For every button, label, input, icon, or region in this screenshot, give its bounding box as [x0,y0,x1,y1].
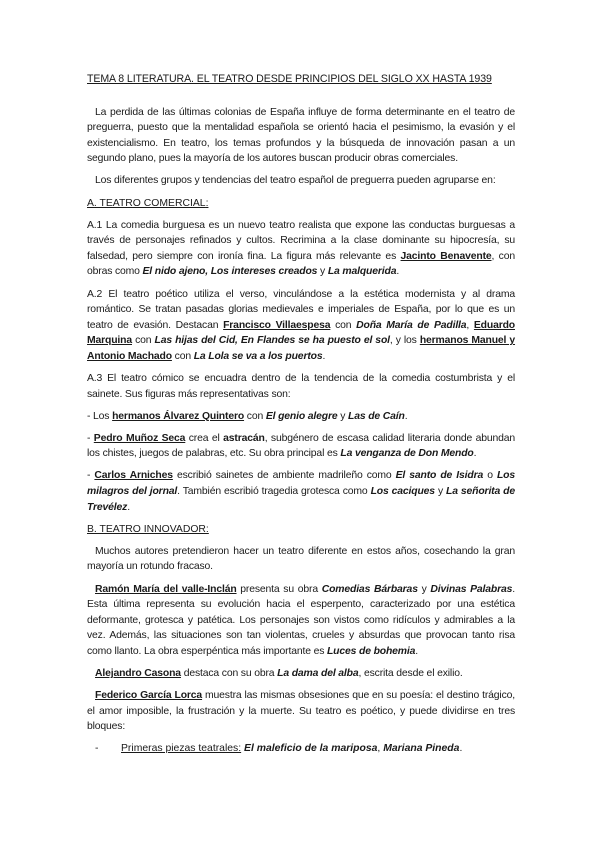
work-title: El maleficio de la mariposa [244,743,378,755]
paragraph-lorca [87,688,515,735]
text: y [434,486,447,498]
paragraph-valle-inclan [87,582,515,660]
author-link: hermanos Álvarez Quintero [112,410,245,422]
work-title: Las de Caín [348,410,405,422]
work-title: Comedias Bárbaras [321,583,418,595]
document-page [87,72,515,757]
work-title: La malquerida [327,266,397,278]
text: con [330,319,357,331]
text: y [337,410,349,422]
bullet-text [121,741,515,757]
paragraph-a2 [87,287,515,365]
text: y [317,266,328,278]
text: - [87,470,95,482]
author-link: Eduardo Marquina [87,319,515,347]
item-quintero [87,409,515,425]
text: - [87,432,94,444]
section-a-heading [87,196,515,212]
text: . También escribió tragedia grotesca como [177,486,371,498]
text: o [483,470,497,482]
text: , [466,319,474,331]
text: - Los [87,410,113,422]
genre-term: astracán [223,432,265,444]
text: destaca con su obra [180,668,278,679]
author-link: Carlos Arniches [94,470,173,482]
text: . [415,645,418,657]
work-title: Los caciques [370,486,435,498]
text: . [473,448,477,460]
text: , subgénero de escasa calidad literaria donde abundan los chistes, juegos de palabras, etc. Su obra principal es [87,432,515,460]
work-title: El nido ajeno, Los intereses creados [142,266,318,278]
text: . [127,501,130,513]
work-title: El genio alegre [265,410,338,422]
text: , y los [389,335,420,347]
text: muestra las mismas obsesiones que en su poesía: el destino trágico, el amor imposible, la frustración y la muerte. Su teatro es poético, y puede dividirse en tres bloques: [87,690,516,733]
author-link: Federico García Lorca [95,690,203,702]
section-a-heading-colon: : [205,197,209,209]
work-title: La dama del alba [277,668,359,679]
bullet-dash: - [95,743,99,755]
text: , con obras como [87,250,515,278]
text: . [404,410,408,422]
work-title: Divinas Palabras [430,583,513,595]
paragraph-b-intro: Muchos autores pretendieron hacer un teatro diferente en estos años, cosechando la gran mayoría un rotundo fracaso. [87,545,515,573]
author-link: Alejandro Casona [95,668,181,679]
work-title: La señorita de Trevélez [87,486,515,513]
item-munoz-seca [87,431,515,462]
text: presenta su obra [236,583,322,595]
text: . [459,743,463,755]
text: con [132,335,155,347]
text: . Esta última representa su evolución hacia el esperpento, caracterizado por una estética deformante, grotesca y patética. Los personajes son vistos como ridículos y admirables a la vez. Además, las situaciones son tan violentas, crueles y absurdas que provocan tanto risa como llanto. La obra esperpéntica más importante es [87,583,515,657]
work-title: El santo de Isidra [395,470,484,482]
intro-groups-paragraph: Los diferentes grupos y tendencias del teatro español de preguerra pueden agruparse en: [95,175,496,187]
text: con [171,350,194,362]
text: , [377,743,384,755]
text: A.2 El teatro poético utiliza el verso, vinculándose a la estética modernista y al drama romántico. Se tratan pasadas glorias medievales e imperiales de España, por lo que es un teatro de evasión. Destacan [87,288,515,331]
text: , escrita desde el exilio. [358,668,463,679]
paragraph-a3: A.3 El teatro cómico se encuadra dentro de la tendencia de la comedia costumbrista y el sainete. Sus figuras más representativas son: [87,373,515,400]
text: escribió sainetes de ambiente madrileño como [172,470,396,482]
work-title: Los milagros del jornal [87,470,515,498]
paragraph-casona [87,666,515,682]
work-title: Luces de bohemia [326,645,416,657]
author-link: Ramón María del valle-Inclán [95,583,237,595]
intro-paragraph: La perdida de las últimas colonias de España influye de forma determinante en el teatro de preguerra, puesto que la mentalidad española se orientó hacia el pesimismo, la evasión y el existencialismo. En teatro, los temas profundos y la búsqueda de innovación pasan a un segundo plano, pues la mayoría de los autores buscan producir obras comerciales. [87,106,515,165]
work-title: Mariana Pineda [383,743,460,755]
author-link: Francisco Villaespesa [223,319,331,331]
item-arniches [87,468,515,515]
text: A.1 La comedia burguesa es un nuevo teatro realista que expone las conductas burguesas a través de personajes refinados y cultos. Recrimina a la clase dominante su hipocresía, su falsedad, pero siempre con ironía fina. La figura más relevante es [87,219,515,262]
bullet-label: Primeras piezas teatrales: [121,743,242,755]
author-link: Jacinto Benavente [400,250,492,262]
work-title: La venganza de Don Mendo [340,448,474,460]
work-title: La Lola se va a los puertos [193,350,323,362]
section-b-heading: B. TEATRO INNOVADOR: [87,523,209,535]
text: . [396,266,400,278]
bullet-item-lorca-first [87,741,515,757]
author-link: hermanos Manuel y Antonio Machado [87,335,516,362]
work-title: Doña María de Padilla [356,319,467,331]
paragraph-a1 [87,218,515,280]
text: . [322,350,326,362]
document-title: TEMA 8 LITERATURA. EL TEATRO DESDE PRINCIPIOS DEL SIGLO XX HASTA 1939 [87,73,492,85]
text: crea el [185,432,224,444]
section-a-heading-text: A. TEATRO COMERCIAL [87,197,206,209]
text: y [417,583,431,595]
author-link: Pedro Muñoz Seca [93,432,186,444]
work-title: Las hijas del Cid, En Flandes se ha puesto el sol [154,335,390,347]
text: con [244,410,266,422]
